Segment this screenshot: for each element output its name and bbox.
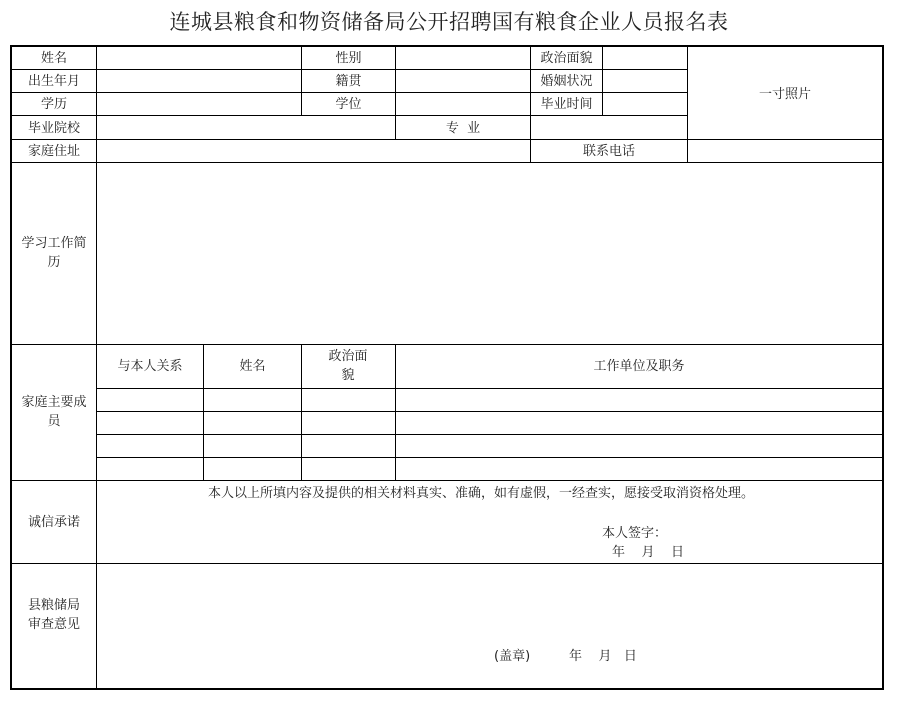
input-gender[interactable] <box>396 47 530 69</box>
header-work-unit: 工作单位及职务 <box>593 359 685 374</box>
label-phone: 联系电话 <box>582 144 635 159</box>
input-school[interactable] <box>97 116 395 139</box>
input-marital[interactable] <box>603 70 687 92</box>
integrity-statement: 本人以上所填内容及提供的相关材料真实、准确，如有虚假，一经查实，愿接受取消资格处理。 <box>208 486 755 501</box>
review-date: 年 月 日 <box>569 649 637 664</box>
label-address: 家庭住址 <box>27 144 80 159</box>
family-row-1[interactable] <box>97 389 882 411</box>
label-political: 政治面貌 <box>540 51 593 66</box>
form-title: 连城县粮食和物资储备局公开招聘国有粮食企业人员报名表 <box>169 10 729 34</box>
label-birth: 出生年月 <box>27 74 80 89</box>
input-political[interactable] <box>603 47 687 69</box>
label-education: 学历 <box>40 97 67 112</box>
label-review: 县粮储局审查意见 <box>27 598 80 632</box>
label-school: 毕业院校 <box>27 121 80 136</box>
input-phone[interactable] <box>688 140 882 162</box>
label-grad-time: 毕业时间 <box>540 97 593 112</box>
family-row-4[interactable] <box>97 458 882 480</box>
input-degree[interactable] <box>396 93 530 115</box>
label-degree: 学位 <box>335 97 362 112</box>
integrity-date: 年 月 日 <box>612 545 685 560</box>
input-address[interactable] <box>97 140 530 162</box>
row-line-11 <box>12 480 882 481</box>
label-major: 专 业 <box>445 121 481 136</box>
label-marital: 婚姻状况 <box>540 74 593 89</box>
input-birth[interactable] <box>97 70 301 92</box>
input-native[interactable] <box>396 70 530 92</box>
input-name[interactable] <box>97 47 301 69</box>
family-row-2[interactable] <box>97 412 882 434</box>
input-grad-time[interactable] <box>603 93 687 115</box>
input-review[interactable] <box>97 564 882 688</box>
family-row-3[interactable] <box>97 435 882 457</box>
input-education[interactable] <box>97 93 301 115</box>
label-integrity: 诚信承诺 <box>27 515 80 530</box>
photo-placeholder: 一寸照片 <box>758 87 811 102</box>
label-gender: 性别 <box>335 51 362 66</box>
integrity-signature: 本人签字： <box>602 526 668 541</box>
header-member-name: 姓名 <box>239 359 266 374</box>
photo-area[interactable] <box>688 47 882 139</box>
label-native: 籍贯 <box>335 74 362 89</box>
header-member-political: 政治面貌 <box>328 349 368 383</box>
input-resume[interactable] <box>97 163 882 344</box>
review-stamp: (盖章) <box>494 649 531 664</box>
input-major[interactable] <box>531 116 687 139</box>
header-relation: 与本人关系 <box>117 359 183 374</box>
label-name: 姓名 <box>40 51 67 66</box>
label-resume: 学习工作简历 <box>21 236 87 270</box>
row-line-6 <box>12 344 882 345</box>
label-family: 家庭主要成员 <box>21 395 87 429</box>
registration-form <box>10 45 884 690</box>
